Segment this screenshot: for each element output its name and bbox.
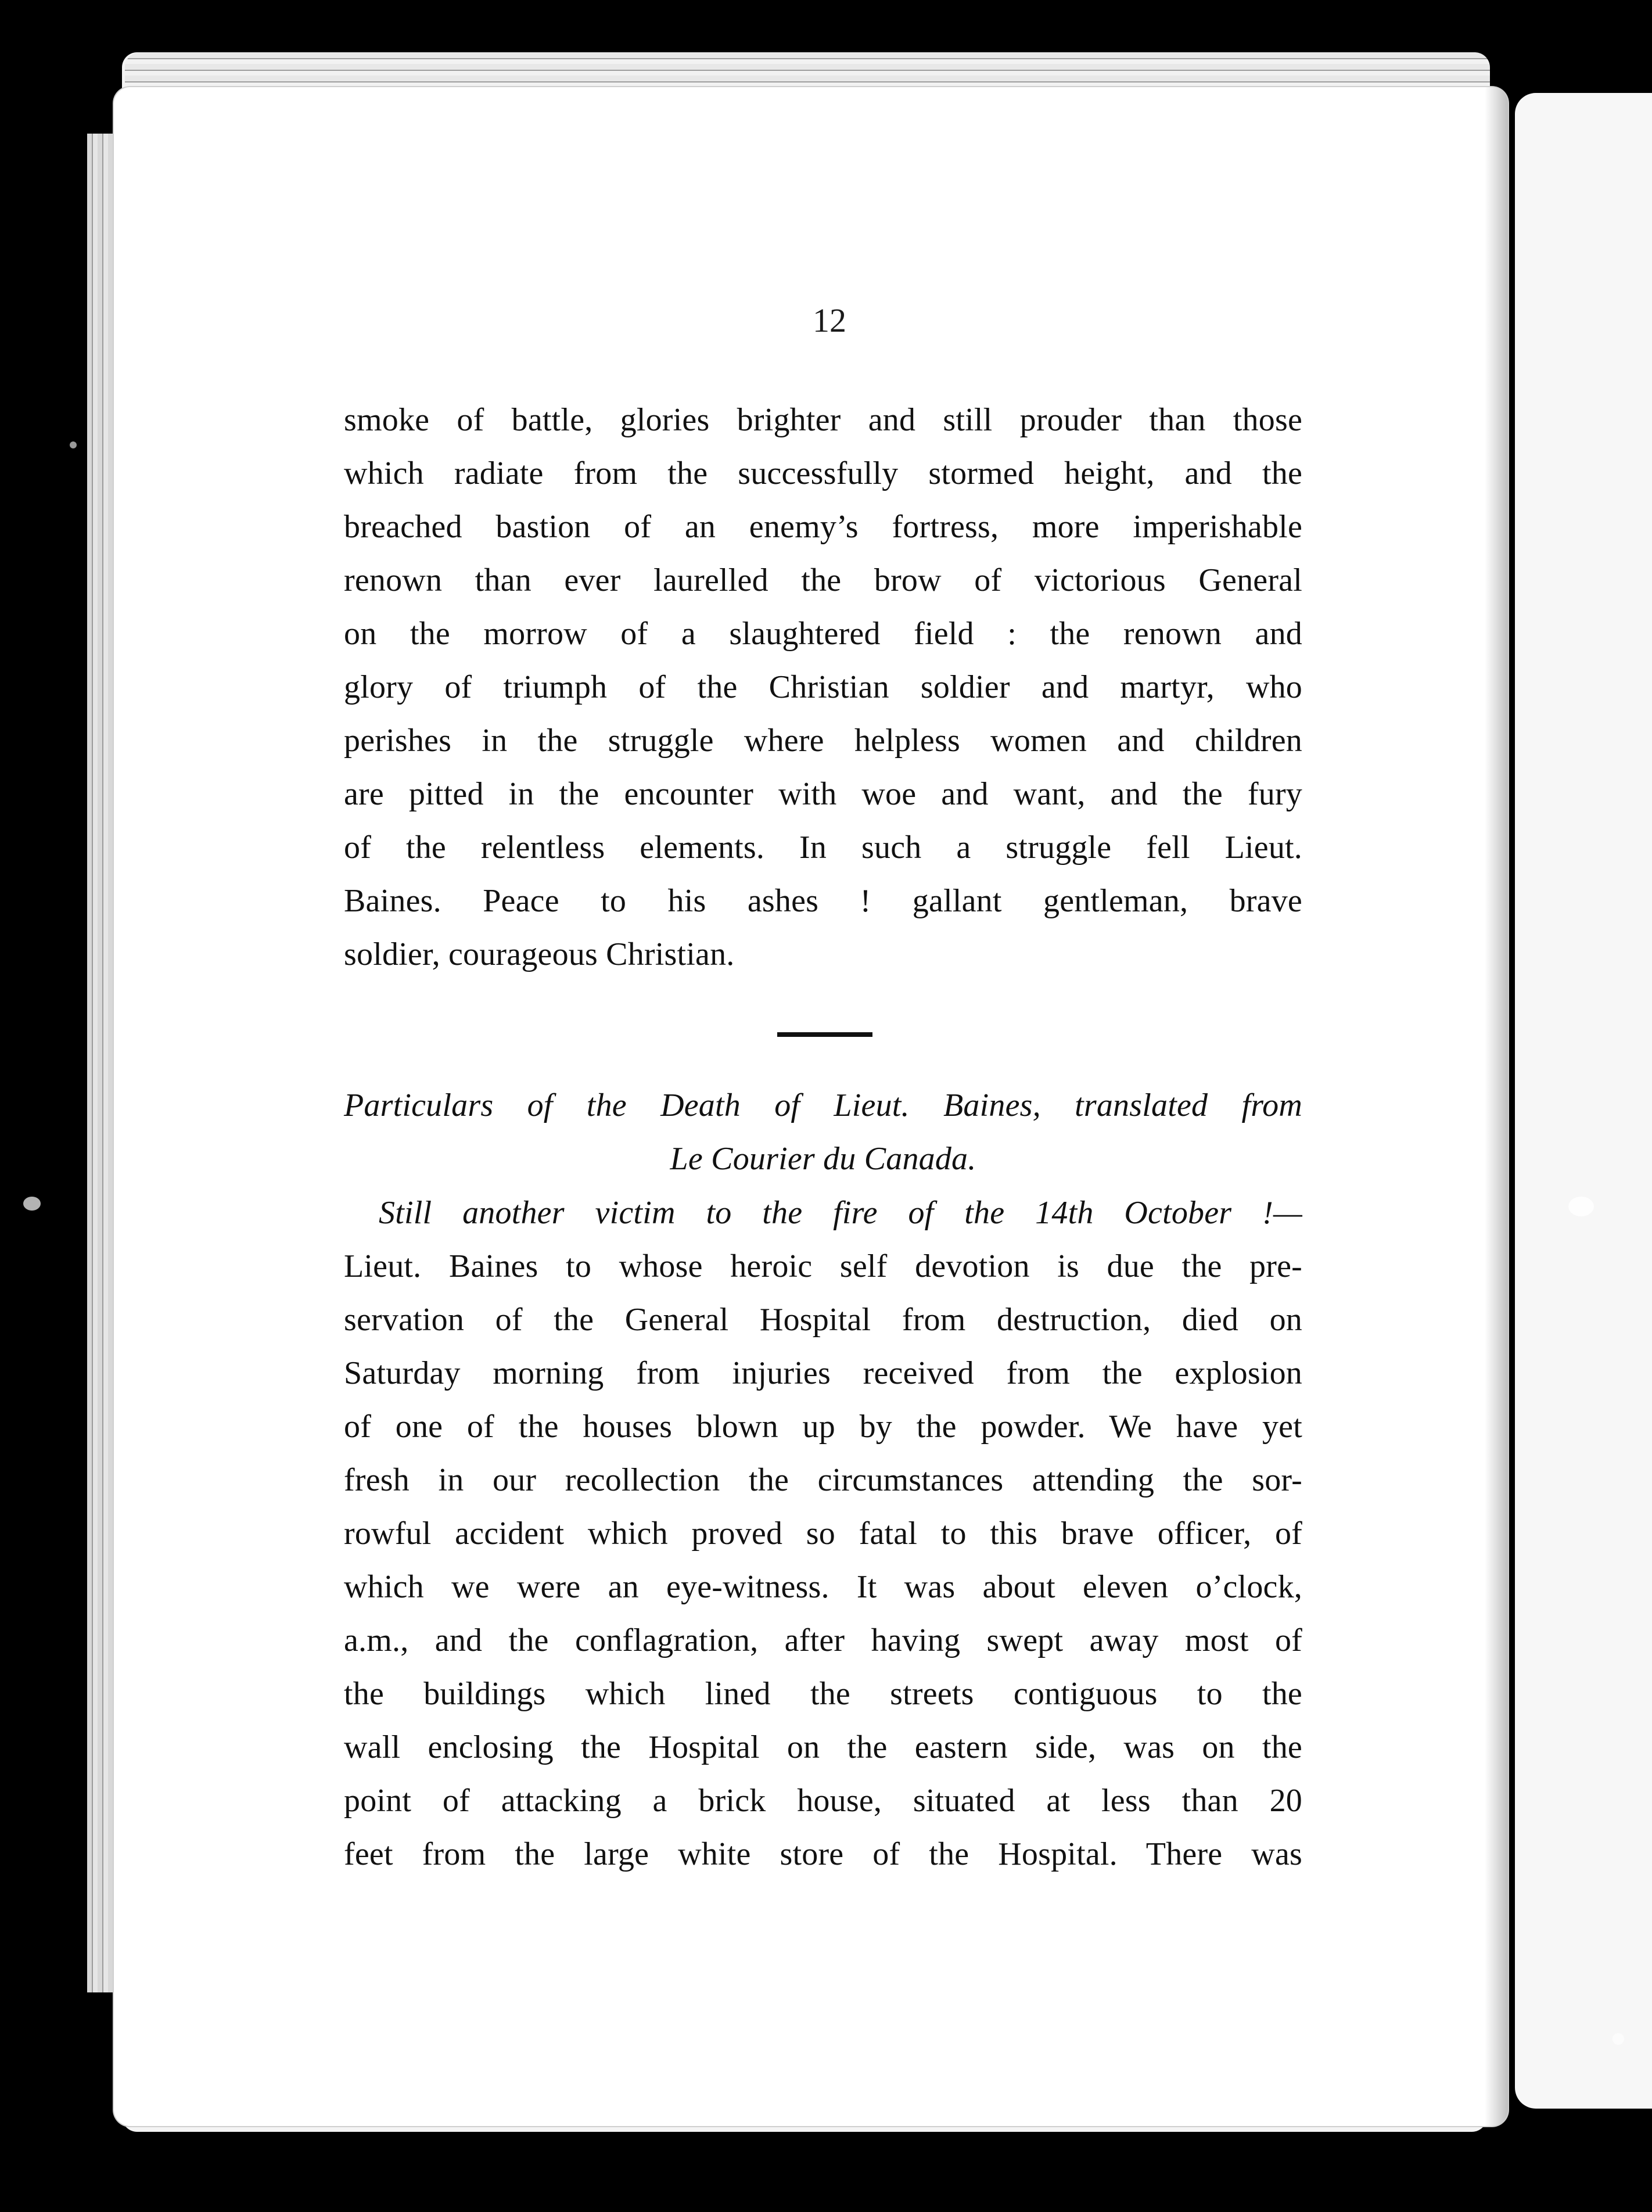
text-line: perishes in the struggle where helpless women and children [344,723,1302,759]
text-line-italic: Still another victim to the fire of the 14th October !— [379,1195,1302,1231]
text-line: which radiate from the successfully stormed height, and the [344,455,1302,491]
text-line: fresh in our recollection the circumstances attending the sor- [344,1462,1302,1498]
text-line: Saturday morning from injuries received from the explosion [344,1355,1302,1391]
page-number: 12 [813,301,846,339]
paragraph-1 [344,393,1302,981]
text-line: of the relentless elements. In such a struggle fell Lieut. [344,830,1302,866]
text-line: point of attacking a brick house, situated at less than 20 [344,1783,1302,1819]
dust-speck [1568,1197,1594,1216]
text-line: of one of the houses blown up by the powder. We have yet [344,1409,1302,1445]
section-divider [777,1032,872,1037]
text-line: wall enclosing the Hospital on the eastern side, was on the [344,1729,1302,1765]
text-line: servation of the General Hospital from destruction, died on [344,1302,1302,1338]
text-line: soldier, courageous Christian. [344,936,735,972]
heading-line: Particulars of the Death of Lieut. Baines, translated from [344,1087,1302,1123]
text-line: smoke of battle, glories brighter and still prouder than those [344,402,1302,438]
text-line: breached bastion of an enemy’s fortress, more imperishable [344,509,1302,545]
dust-speck [1613,2033,1624,2045]
facing-page [1515,93,1652,2109]
text-line: renown than ever laurelled the brow of victorious General [344,562,1302,598]
text-line: feet from the large white store of the Hospital. There was [344,1836,1302,1872]
text-line: Baines. Peace to his ashes ! gallant gentleman, brave [344,883,1302,919]
text-line: Lieut. Baines to whose heroic self devotion is due the pre- [344,1248,1302,1284]
text-line: on the morrow of a slaughtered field : the renown and [344,616,1302,652]
text-line: which we were an eye-witness. It was about eleven o’clock, [344,1569,1302,1605]
paragraph-2 [344,1186,1302,1881]
text-line: glory of triumph of the Christian soldier and martyr, who [344,669,1302,705]
gutter-shadow [1485,87,1508,2126]
dust-speck [70,441,77,448]
text-line: the buildings which lined the streets contiguous to the [344,1676,1302,1712]
heading-line: Le Courier du Canada. [670,1141,976,1177]
text-line: a.m., and the conflagration, after having swept away most of [344,1622,1302,1658]
text-line: are pitted in the encounter with woe and want, and the fury [344,776,1302,812]
text-line: rowful accident which proved so fatal to this brave officer, of [344,1516,1302,1552]
section-heading [344,1079,1302,1186]
dust-speck [23,1197,41,1211]
